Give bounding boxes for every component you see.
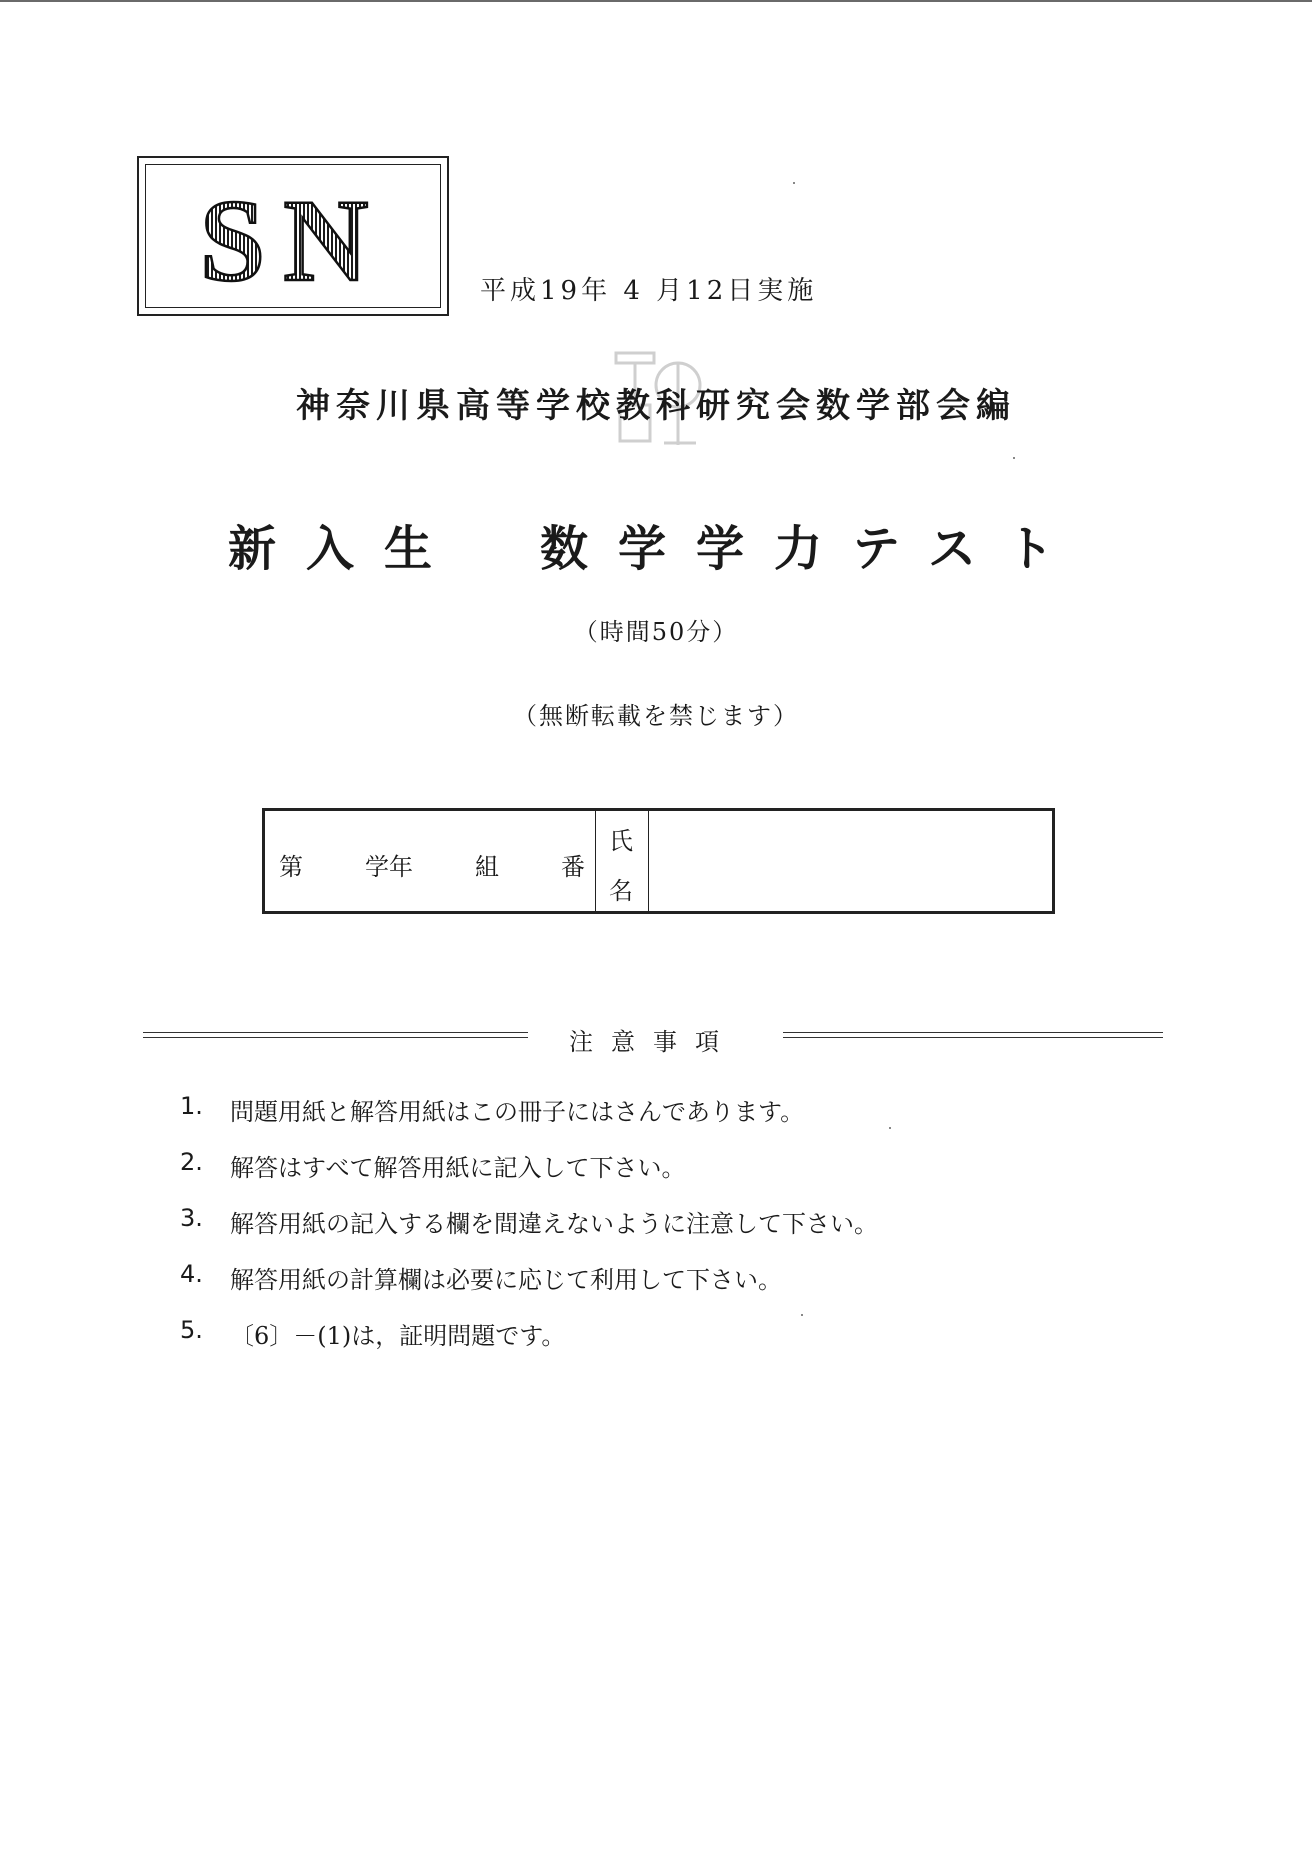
exam-date: 平成19年 4 月12日実施 [480, 276, 818, 306]
list-item [180, 1148, 878, 1204]
copyright-note: （無断転載を禁じます） [513, 702, 799, 730]
note-text: 解答用紙の記入する欄を間違えないように注意して下さい。 [230, 1210, 878, 1238]
gakunen-label: 学年 [365, 853, 413, 881]
note-number: 2. [180, 1148, 203, 1176]
student-info-table [262, 808, 1055, 914]
note-number: 1. [180, 1092, 203, 1120]
page-title: 新入生 数学学力テスト [227, 521, 1085, 577]
scan-speck [801, 1314, 803, 1316]
mei-label: 名 [609, 877, 633, 905]
sn-logo-box [137, 156, 449, 316]
name-field[interactable] [649, 811, 1052, 911]
note-number: 5. [180, 1316, 203, 1344]
scan-speck [1013, 457, 1015, 459]
notes-header-right-rule [783, 1032, 1163, 1038]
list-item [180, 1204, 878, 1260]
note-text: 〔6〕－(1)は，証明問題です。 [230, 1322, 566, 1350]
kumi-label: 組 [475, 853, 499, 881]
list-item [180, 1316, 878, 1372]
time-limit-note: （時間50分） [573, 618, 739, 646]
class-number-cell[interactable] [265, 811, 596, 911]
notes-header [143, 1022, 1163, 1056]
notes-title: 注意事項 [569, 1028, 737, 1056]
editor-credit: 神奈川県高等学校教科研究会数学部会編 [296, 386, 1016, 426]
dai-label: 第 [279, 853, 303, 881]
top-edge-rule [0, 0, 1312, 2]
ban-label: 番 [561, 853, 585, 881]
notes-list [180, 1092, 878, 1372]
note-text: 解答用紙の計算欄は必要に応じて利用して下さい。 [230, 1266, 782, 1294]
note-text: 解答はすべて解答用紙に記入して下さい。 [230, 1154, 686, 1182]
note-text: 問題用紙と解答用紙はこの冊子にはさんであります。 [230, 1098, 805, 1126]
scan-speck [793, 182, 795, 184]
sn-logo-text: SN [199, 175, 387, 306]
sn-logo [139, 158, 447, 314]
list-item [180, 1260, 878, 1316]
shimei-label-cell [596, 811, 649, 911]
scan-speck [889, 1127, 891, 1129]
list-item [180, 1092, 878, 1148]
note-number: 4. [180, 1260, 203, 1288]
shi-label: 氏 [609, 827, 633, 855]
note-number: 3. [180, 1204, 203, 1232]
